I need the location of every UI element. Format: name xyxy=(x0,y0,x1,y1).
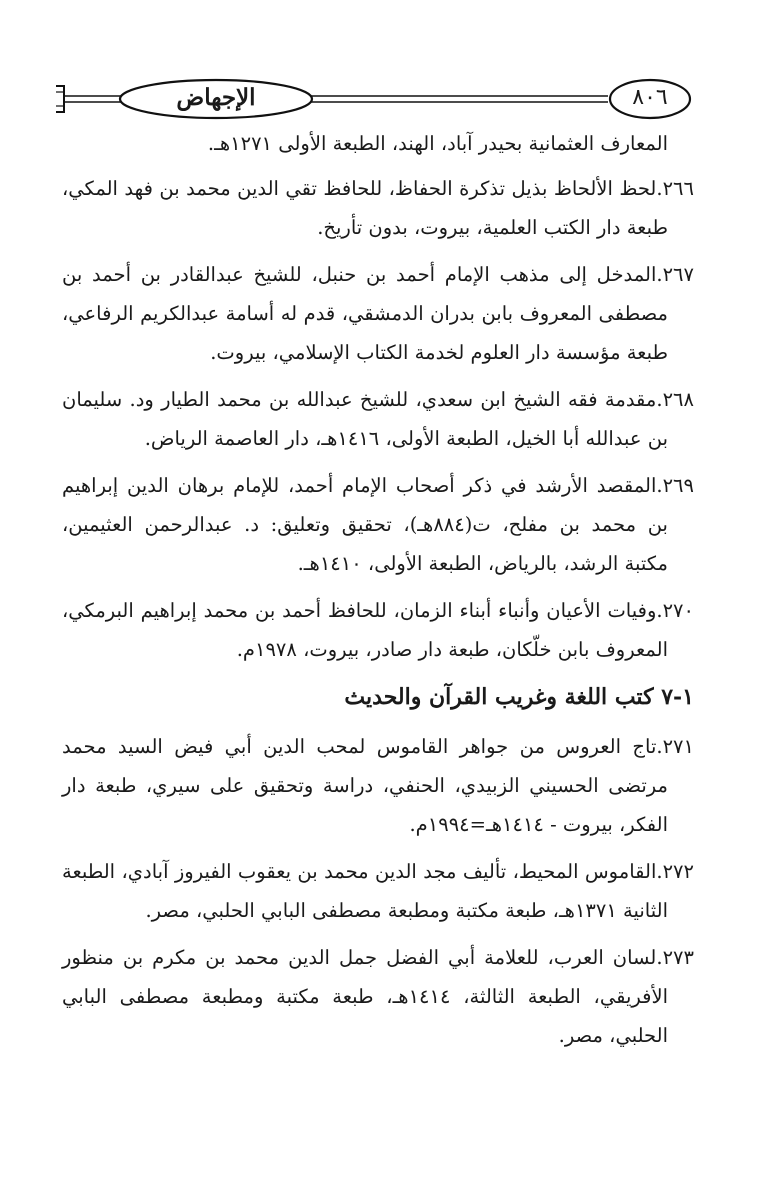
bibliography-entry: ٢٦٦.لحظ الألحاظ بذيل تذكرة الحفاظ، للحافظ تقي الدين محمد بن فهد المكي، طبعة دار الكتب العلمية، بيروت، بدون تأريخ. xyxy=(62,177,694,239)
bibliography-entry: ٢٦٨.مقدمة فقه الشيخ ابن سعدي، للشيخ عبدالله بن محمد الطيار ود. سليمان بن عبدالله أبا الخيل، الطبعة الأولى، ١٤١٦هـ، دار العاصمة الرياض. xyxy=(62,388,694,450)
bibliography-entry: ٢٦٩.المقصد الأرشد في ذكر أصحاب الإمام أحمد، للإمام برهان الدين إبراهيم بن محمد بن مفلح، ت(٨٨٤هـ)، تحقيق وتعليق: د. عبدالرحمن العثيمين، مكتبة الرشد، بالرياض، الطبعة الأولى، ١٤١٠هـ. xyxy=(62,474,694,575)
bibliography-entry: ٢٦٧.المدخل إلى مذهب الإمام أحمد بن حنبل، للشيخ عبدالقادر بن أحمد بن مصطفى المعروف بابن بدران الدمشقي، قدم له أسامة عبدالكريم الرفاعي، طبعة مؤسسة دار العلوم لخدمة الكتاب الإسلامي، بيروت. xyxy=(62,263,694,364)
entry-number: ٢٦٨ xyxy=(662,388,694,411)
entry-text: وفيات الأعيان وأنباء أبناء الزمان، للحافظ أحمد بن محمد إبراهيم البرمكي، المعروف بابن خلّكان، طبعة دار صادر، بيروت، ١٩٧٨م. xyxy=(62,599,668,661)
entry-number: ٢٦٧ xyxy=(662,263,694,286)
page-header xyxy=(52,76,692,122)
entry-text: لسان العرب، للعلامة أبي الفضل جمل الدين محمد بن مكرم بن منظور الأفريقي، الطبعة الثالثة، ١٤١٤هـ، طبعة مكتبة ومطبعة مصطفى البابي الحلبي، مصر. xyxy=(62,946,668,1047)
entry-number: ٢٧٣ xyxy=(662,946,694,969)
entry-number: ٢٧٢ xyxy=(662,860,694,883)
entry-text: تاج العروس من جواهر القاموس لمحب الدين أبي فيض السيد محمد مرتضى الحسيني الزبيدي، الحنفي، دراسة وتحقيق على سيري، طبعة دار الفكر، بيروت - ١٤١٤هـ=١٩٩٤م. xyxy=(62,735,668,836)
entry-text: القاموس المحيط، تأليف مجد الدين محمد بن يعقوب الفيروز آبادي، الطبعة الثانية ١٣٧١هـ، طبعة مكتبة ومطبعة مصطفى البابي الحلبي، مصر. xyxy=(62,860,668,922)
bibliography-entry: ٢٧٢.القاموس المحيط، تأليف مجد الدين محمد بن يعقوب الفيروز آبادي، الطبعة الثانية ١٣٧١هـ، طبعة مكتبة ومطبعة مصطفى البابي الحلبي، مصر. xyxy=(62,860,694,922)
section-heading: ١-٧ كتب اللغة وغريب القرآن والحديث xyxy=(344,684,694,710)
entry-text: لحظ الألحاظ بذيل تذكرة الحفاظ، للحافظ تقي الدين محمد بن فهد المكي، طبعة دار الكتب العلمية، بيروت، بدون تأريخ. xyxy=(62,177,668,239)
entry-number: ٢٦٦ xyxy=(662,177,694,200)
entry-number: ٢٧١ xyxy=(662,735,694,758)
running-title: الإجهاض xyxy=(176,84,256,111)
entry-number: ٢٧٠ xyxy=(662,599,694,622)
bibliography-entry: ٢٧٠.وفيات الأعيان وأنباء أبناء الزمان، للحافظ أحمد بن محمد إبراهيم البرمكي، المعروف بابن خلّكان، طبعة دار صادر، بيروت، ١٩٧٨م. xyxy=(62,599,694,661)
page-number: ٨٠٦ xyxy=(632,85,668,110)
entry-text: مقدمة فقه الشيخ ابن سعدي، للشيخ عبدالله بن محمد الطيار ود. سليمان بن عبدالله أبا الخيل، الطبعة الأولى، ١٤١٦هـ، دار العاصمة الرياض. xyxy=(62,388,668,450)
entry-text: المقصد الأرشد في ذكر أصحاب الإمام أحمد، للإمام برهان الدين إبراهيم بن محمد بن مفلح، ت(٨٨٤هـ)، تحقيق وتعليق: د. عبدالرحمن العثيمين، مكتبة الرشد، بالرياض، الطبعة الأولى، ١٤١٠هـ. xyxy=(62,474,668,575)
bibliography-entry: ٢٧١.تاج العروس من جواهر القاموس لمحب الدين أبي فيض السيد محمد مرتضى الحسيني الزبيدي، الحنفي، دراسة وتحقيق على سيري، طبعة دار الفكر، بيروت - ١٤١٤هـ=١٩٩٤م. xyxy=(62,735,694,836)
bibliography-entry: ٢٧٣.لسان العرب، للعلامة أبي الفضل جمل الدين محمد بن مكرم بن منظور الأفريقي، الطبعة الثالثة، ١٤١٤هـ، طبعة مكتبة ومطبعة مصطفى البابي الحلبي، مصر. xyxy=(62,946,694,1047)
continued-entry-text: المعارف العثمانية بحيدر آباد، الهند، الطبعة الأولى ١٢٧١هـ. xyxy=(207,132,668,155)
entry-text: المدخل إلى مذهب الإمام أحمد بن حنبل، للشيخ عبدالقادر بن أحمد بن مصطفى المعروف بابن بدران الدمشقي، قدم له أسامة عبدالكريم الرفاعي، طبعة مؤسسة دار العلوم لخدمة الكتاب الإسلامي، بيروت. xyxy=(62,263,668,364)
bibliography-list xyxy=(62,124,694,1063)
entry-number: ٢٦٩ xyxy=(662,474,694,497)
